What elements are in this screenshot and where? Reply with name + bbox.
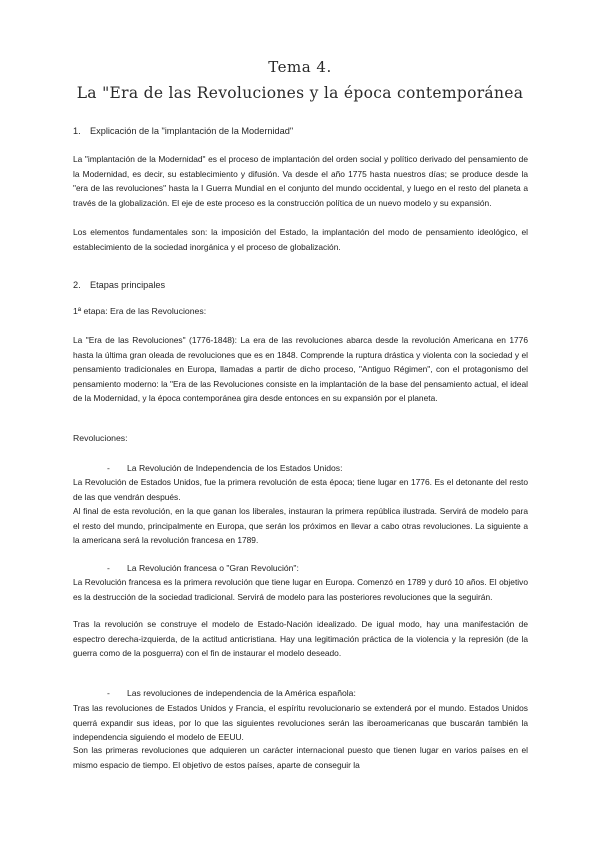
section-2-heading-text: Etapas principales bbox=[90, 280, 166, 290]
document-title-line-2: La "Era de las Revoluciones y la época contemporánea bbox=[76, 84, 524, 102]
section-2-number: 2. bbox=[73, 280, 81, 290]
revolution-2-paragraph-2: Tras la revolución se construye el modelo de Estado-Nación idealizado. De igual modo, hay una manifestación de espectro derecha-izquierda, de la actitud anticristiana. Hay una legitimación práctica de la violencia y la represión (de la guerra como de la posguerra) con el fin de instaurar el modelo deseado. bbox=[73, 619, 528, 659]
revolution-3-heading-text: Las revoluciones de independencia de la América española: bbox=[127, 688, 356, 698]
revolution-2-heading bbox=[107, 563, 299, 573]
revoluciones-label: Revoluciones: bbox=[73, 433, 128, 443]
era-revoluciones-paragraph: La "Era de las Revoluciones" (1776-1848): La era de las revoluciones abarca desde la revolución Americana en 1776 hasta la última gran oleada de revoluciones que es en 1848. Comprende la ruptura drástica y violenta con la sociedad y el pensamiento tradicionales en Europa, llamadas a partir de dicho proceso, "Antiguo Régimen", con el protagonismo del pensamiento moderno: la "Era de las Revoluciones consiste en la implantación de la base del pensamiento actual, el ideal de la Modernidad, y la época contemporánea gira desde entonces en su expansión por el planeta. bbox=[73, 335, 528, 404]
section-2-heading bbox=[73, 280, 165, 290]
bullet-dash: - bbox=[107, 463, 110, 473]
revolution-3-heading bbox=[107, 688, 356, 698]
revolution-2-heading-text: La Revolución francesa o "Gran Revolución": bbox=[127, 563, 299, 573]
section-1-paragraph-2: Los elementos fundamentales son: la imposición del Estado, la implantación del modo de pensamiento ideológico, el establecimiento de la sociedad inorgánica y el proceso de globalización. bbox=[73, 227, 528, 252]
document-title-line-1: Tema 4. bbox=[268, 58, 332, 76]
section-1-number: 1. bbox=[73, 126, 81, 136]
bullet-dash: - bbox=[107, 688, 110, 698]
revolution-2-paragraph-1: La Revolución francesa es la primera revolución que tiene lugar en Europa. Comenzó en 1789 y duró 10 años. El objetivo es la destrucción de la sociedad tradicional. Servirá de modelo para las posteriores revoluciones que la seguirán. bbox=[73, 577, 528, 602]
revolution-1-paragraph-1: La Revolución de Estados Unidos, fue la primera revolución de esta época; tiene lugar en 1776. Es el detonante del resto de las que vendrán después. bbox=[73, 477, 528, 502]
section-1-paragraph-1: La "implantación de la Modernidad" es el proceso de implantación del orden social y político derivado del pensamiento de la Modernidad, es decir, su establecimiento y difusión. Va desde el año 1775 hasta nuestros días; se produce desde la "era de las revoluciones" hasta la I Guerra Mundial en el conjunto del mundo occidental, y luego en el resto del planeta a través de la globalización. El eje de este proceso es la construcción política de un nuevo modelo y su expansión. bbox=[73, 154, 528, 208]
revolution-1-heading-text: La Revolución de Independencia de los Estados Unidos: bbox=[127, 463, 343, 473]
section-1-heading bbox=[73, 126, 293, 136]
section-1-heading-text: Explicación de la "implantación de la Modernidad" bbox=[90, 126, 294, 136]
bullet-dash: - bbox=[107, 563, 110, 573]
revolution-1-paragraph-2: Al final de esta revolución, en la que ganan los liberales, instauran la primera república ilustrada. Servirá de modelo para el resto del mundo, principalmente en Europa, que serán los próximos en llevar a cabo otras revoluciones. La siguiente a la americana será la revolución francesa en 1789. bbox=[73, 506, 528, 546]
revolution-3-paragraph-1: Tras las revoluciones de Estados Unidos y Francia, el espíritu revolucionario se extenderá por el mundo. Estados Unidos querrá expandir sus ideas, por lo que las siguientes revoluciones serán las iberoamericanas que buscarán también la independencia siguiendo el modelo de EEUU. bbox=[73, 703, 528, 743]
stage-1-heading: 1ª etapa: Era de las Revoluciones: bbox=[73, 306, 207, 316]
revolution-3-paragraph-2: Son las primeras revoluciones que adquieren un carácter internacional puesto que tienen lugar en varios países en el mismo espacio de tiempo. El objetivo de estos países, aparte de conseguir la bbox=[73, 745, 528, 770]
revolution-1-heading bbox=[107, 463, 342, 473]
